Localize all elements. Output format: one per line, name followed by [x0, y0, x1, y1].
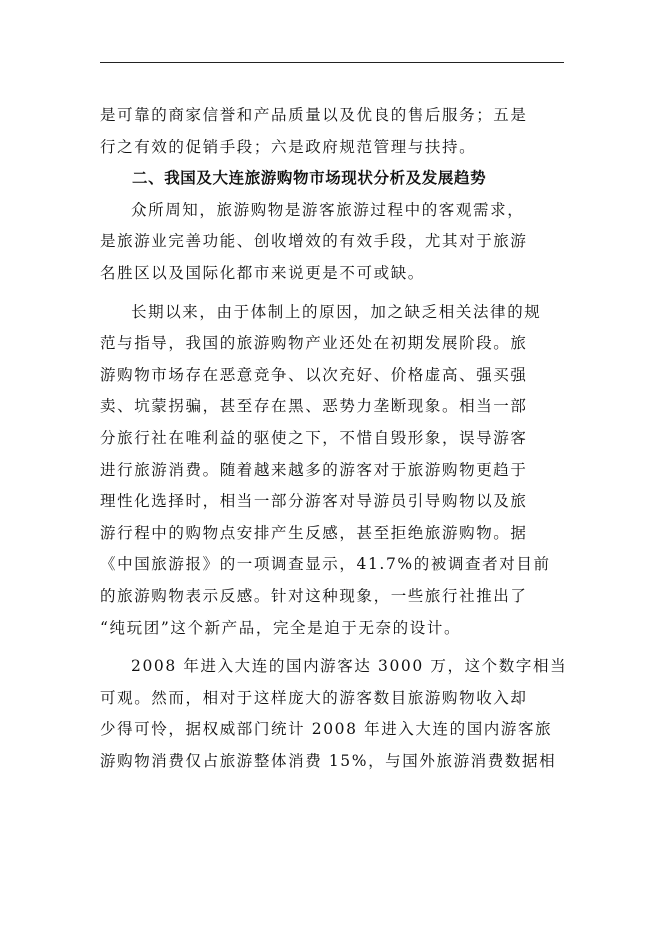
paragraph-1 [100, 195, 564, 290]
text-line: 游行程中的购物点安排产生反感，甚至拒绝旅游购物。据 [100, 523, 528, 542]
text-line: 《中国旅游报》的一项调查显示，41.7%的被调查者对目前 [100, 555, 551, 574]
text-line: 是可靠的商家信誉和产品质量以及优良的售后服务；五是 [100, 106, 528, 124]
header-rule [100, 62, 564, 63]
paragraph-3 [100, 651, 568, 777]
text-line: 卖、坑蒙拐骗，甚至存在黑、恶势力垄断现象。相当一部 [100, 397, 528, 416]
text-line: 分旅行社在唯利益的驱使之下，不惜自毁形象，误导游客 [100, 428, 528, 447]
text-line: 游购物市场存在恶意竞争、以次充好、价格虚高、强买强 [100, 365, 528, 384]
text-line: 少得可怜，据权威部门统计 2008 年进入大连的国内游客旅 [100, 720, 553, 739]
text-line: “纯玩团”这个新产品，完全是迫于无奈的设计。 [100, 618, 462, 637]
text-line: 是旅游业完善功能、创收增效的有效手段，尤其对于旅游 [100, 232, 528, 251]
text-line: 范与指导，我国的旅游购物产业还处在初期发展阶段。旅 [100, 334, 528, 353]
text-line: 进行旅游消费。随着越来越多的游客对于旅游购物更趋于 [100, 460, 528, 479]
section-heading: 二、我国及大连旅游购物市场现状分析及发展趋势 [132, 169, 487, 188]
text-line: 行之有效的促销手段；六是政府规范管理与扶持。 [100, 137, 477, 156]
text-line: 名胜区以及国际化都市来说更是不可或缺。 [100, 263, 425, 282]
document-body [100, 100, 568, 777]
text-line: 2008 年进入大连的国内游客达 3000 万，这个数字相当 [131, 657, 568, 676]
text-line: 长期以来，由于体制上的原因，加之缺乏相关法律的规 [131, 302, 542, 321]
text-line: 的旅游购物表示反感。针对这种现象，一些旅行社推出了 [100, 586, 528, 605]
text-line: 可观。然而，相对于这样庞大的游客数目旅游购物收入却 [100, 688, 528, 707]
text-line: 理性化选择时，相当一部分游客对导游员引导购物以及旅 [100, 492, 528, 511]
text-line: 众所周知，旅游购物是游客旅游过程中的客观需求， [131, 200, 525, 219]
text-line: 游购物消费仅占旅游整体消费 15%，与国外旅游消费数据相 [100, 751, 557, 770]
paragraph-2 [100, 297, 564, 645]
intro-paragraph [100, 100, 564, 163]
